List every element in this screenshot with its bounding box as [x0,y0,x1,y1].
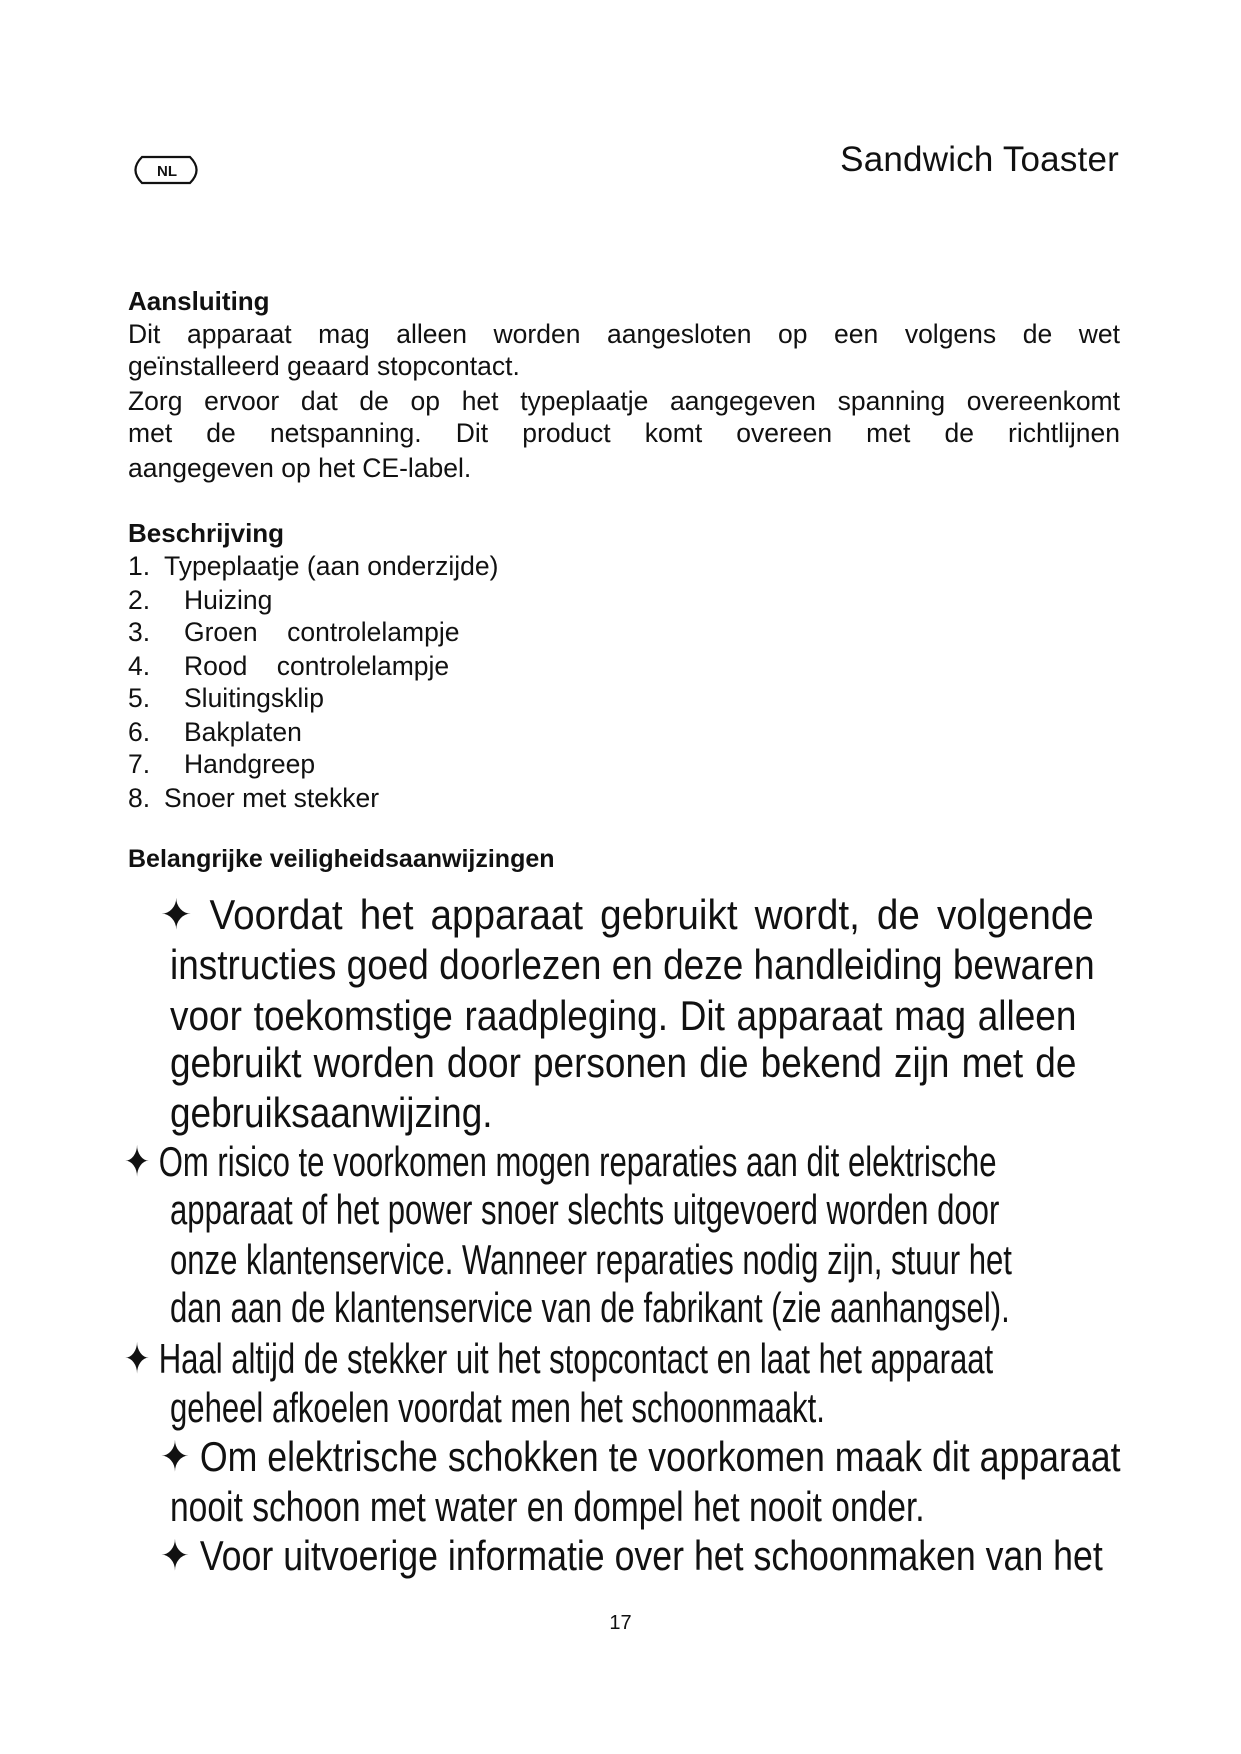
safety-bullet-3-line-1 [124,1334,993,1384]
safety-text: Om risico te voorkomen mogen reparaties aan dit elektrische [158,1138,997,1185]
list-item-label: Bakplaten [184,717,302,747]
safety-bullet-1-line-2: instructies goed doorlezen en deze handleiding bewaren [170,941,1095,988]
list-item [128,650,449,682]
list-item-label: Groen controlelampje [184,617,460,647]
safety-bullet-3-line-2: geheel afkoelen voordat men het schoonmaakt. [170,1384,825,1431]
aansluiting-line-5: aangegeven op het CE-label. [128,453,472,483]
list-item-number: 1. [128,551,151,581]
list-item-label: Handgreep [184,749,316,779]
language-badge-outline [128,154,206,186]
aansluiting-line-3: Zorg ervoor dat de op het typeplaatje aangegeven spanning overeenkomt [128,386,1120,416]
list-item [128,616,459,648]
safety-bullet-2-line-1 [124,1137,997,1187]
list-item [128,550,498,582]
star-bullet-icon: ✦ [124,1335,151,1382]
list-item-label: Rood controlelampje [184,651,450,681]
section-heading-aansluiting: Aansluiting [128,286,270,316]
star-bullet-icon: ✦ [160,1433,190,1480]
page-number: 17 [609,1612,632,1634]
safety-bullet-4-line-1 [160,1432,1121,1482]
header-title: Sandwich Toaster [840,140,1119,179]
safety-bullet-1-line-5: gebruiksaanwijzing. [170,1089,493,1136]
list-item-label: Sluitingsklip [184,683,324,713]
list-item [128,584,272,616]
safety-text: Voor uitvoerige informatie over het schoonmaken van het [199,1532,1103,1579]
list-item-label: Huizing [184,585,273,615]
list-item-label: Typeplaatje (aan onderzijde) [164,551,499,581]
safety-text: Haal altijd de stekker uit het stopcontact en laat het apparaat [158,1335,994,1382]
list-item-number: 5. [128,683,151,713]
list-item-number: 4. [128,651,151,681]
list-item-number: 2. [128,585,151,615]
star-bullet-icon: ✦ [124,1138,151,1185]
safety-bullet-1-line-3: voor toekomstige raadpleging. Dit apparaat mag alleen [170,992,1077,1039]
section-heading-veiligheid: Belangrijke veiligheidsaanwijzingen [128,845,555,873]
list-item-label: Snoer met stekker [164,783,380,813]
star-bullet-icon: ✦ [160,1532,190,1579]
list-item-number: 8. [128,783,151,813]
safety-bullet-2-line-4: dan aan de klantenservice van de fabrikant (zie aanhangsel). [170,1284,1010,1331]
list-item-number: 6. [128,717,151,747]
list-item [128,748,315,780]
safety-bullet-2-line-2: apparaat of het power snoer slechts uitgevoerd worden door [170,1186,1000,1233]
list-item [128,782,379,814]
safety-text: Om elektrische schokken te voorkomen maak dit apparaat [199,1433,1121,1480]
list-item-number: 3. [128,617,151,647]
aansluiting-line-4: met de netspanning. Dit product komt overeen met de richtlijnen [128,418,1120,448]
safety-bullet-5-line-1 [160,1531,1103,1581]
aansluiting-line-1: Dit apparaat mag alleen worden aangesloten op een volgens de wet [128,319,1120,349]
safety-bullet-4-line-2: nooit schoon met water en dompel het nooit onder. [170,1483,925,1530]
list-item [128,716,302,748]
list-item [128,682,324,714]
safety-bullet-2-line-3: onze klantenservice. Wanneer reparaties nodig zijn, stuur het [170,1236,1012,1283]
safety-bullet-1-line-4: gebruikt worden door personen die bekend zijn met de [170,1039,1077,1086]
star-bullet-icon: ✦ [160,891,193,938]
aansluiting-line-2: geïnstalleerd geaard stopcontact. [128,351,520,381]
language-badge [128,154,206,186]
section-heading-beschrijving: Beschrijving [128,518,285,548]
list-item-number: 7. [128,749,151,779]
safety-bullet-1-line-1 [160,890,1094,940]
language-badge-label: NL [157,163,177,180]
safety-text: Voordat het apparaat gebruikt wordt, de volgende [209,891,1094,938]
